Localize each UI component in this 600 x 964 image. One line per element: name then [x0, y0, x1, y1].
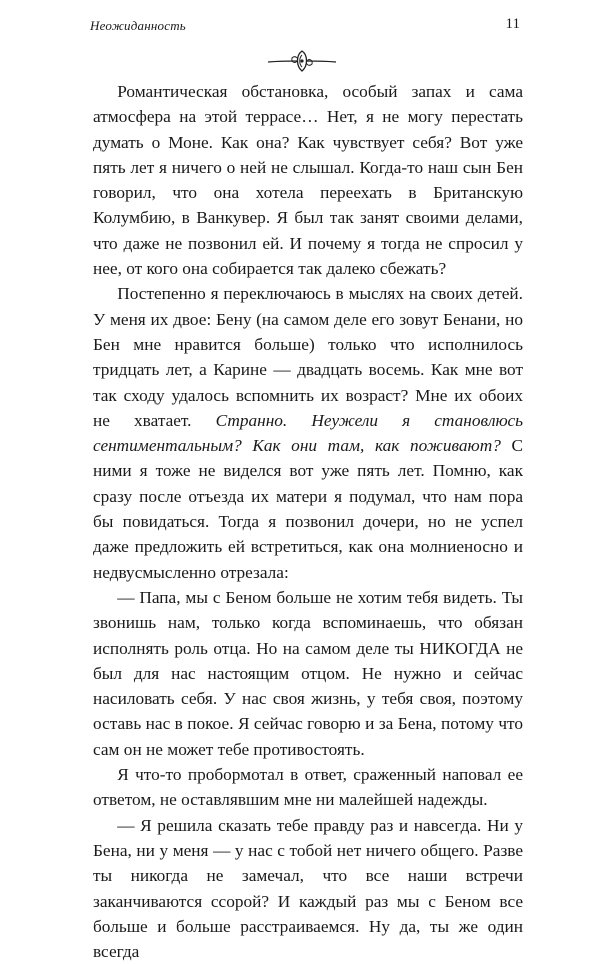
- paragraph-5-dialogue: — Я решила сказать тебе правду раз и навсегда. Ни у Бена, ни у меня — у нас с тобой нет ничего общего. Разве ты никогда не замечал, что все наши встречи заканчиваются ссорой? И каждый раз мы с Беном все больше и больше расстраиваемся. Ну да, ты же один всегда: [93, 815, 523, 962]
- page-number: 11: [505, 16, 520, 32]
- paragraph-2-italic: Странно. Неужели я становлюсь сентиментальным? Как они там, как поживают?: [93, 410, 523, 456]
- body-text: [93, 79, 523, 964]
- paragraph-2-part-a: Постепенно я переключаюсь в мыслях на своих детей. У меня их двое: Бену (на самом деле его зовут Бенани, но Бен мне нравится больше) только что исполнилось тридцать лет, а Карине — двадцать восемь. Как мне вот так сходу удалось вспомнить их возраст? Мне их обоих не хватает.: [93, 284, 523, 430]
- paragraph-2-part-b: С ними я тоже не виделся вот уже пять лет. Помню, как сразу после отъезда их матери я подумал, что нам пора бы повидаться. Тогда я позвонил дочери, но не успел даже предложить ей встретиться, как она молниеносно и недвусмысленно отрезала:: [93, 436, 523, 582]
- floral-ornament-icon: [262, 46, 342, 76]
- paragraph-3-dialogue: — Папа, мы с Беном больше не хотим тебя видеть. Ты звонишь нам, только когда вспоминаешь, что обязан исполнять роль отца. Но на самом деле ты НИКОГДА не был для нас настоящим отцом. Не нужно и сейчас насиловать себя. У нас своя жизнь, у тебя своя, поэтому оставь нас в покое. Я сейчас говорю и за Бена, потому что сам он не может тебе противостоять.: [93, 587, 523, 759]
- running-title: Неожиданность: [90, 18, 186, 33]
- paragraph-2: [93, 281, 523, 585]
- paragraph-4: Я что-то пробормотал в ответ, сраженный наповал ее ответом, не оставлявшим мне ни малейшей надежды.: [93, 765, 523, 810]
- paragraph-1: Романтическая обстановка, особый запах и сама атмосфера на этой террасе… Нет, я не могу перестать думать о Моне. Как она? Как чувствует себя? Вот уже пять лет я ничего о ней не слышал. Когда-то наш сын Бен говорил, что она хотела переехать в Британскую Колумбию, в Ванкувер. Я был так занят своими делами, что даже не позвонил ей. И почему я тогда не спросил у нее, от кого она собирается так далеко сбежать?: [93, 82, 523, 279]
- page-header: [90, 14, 520, 38]
